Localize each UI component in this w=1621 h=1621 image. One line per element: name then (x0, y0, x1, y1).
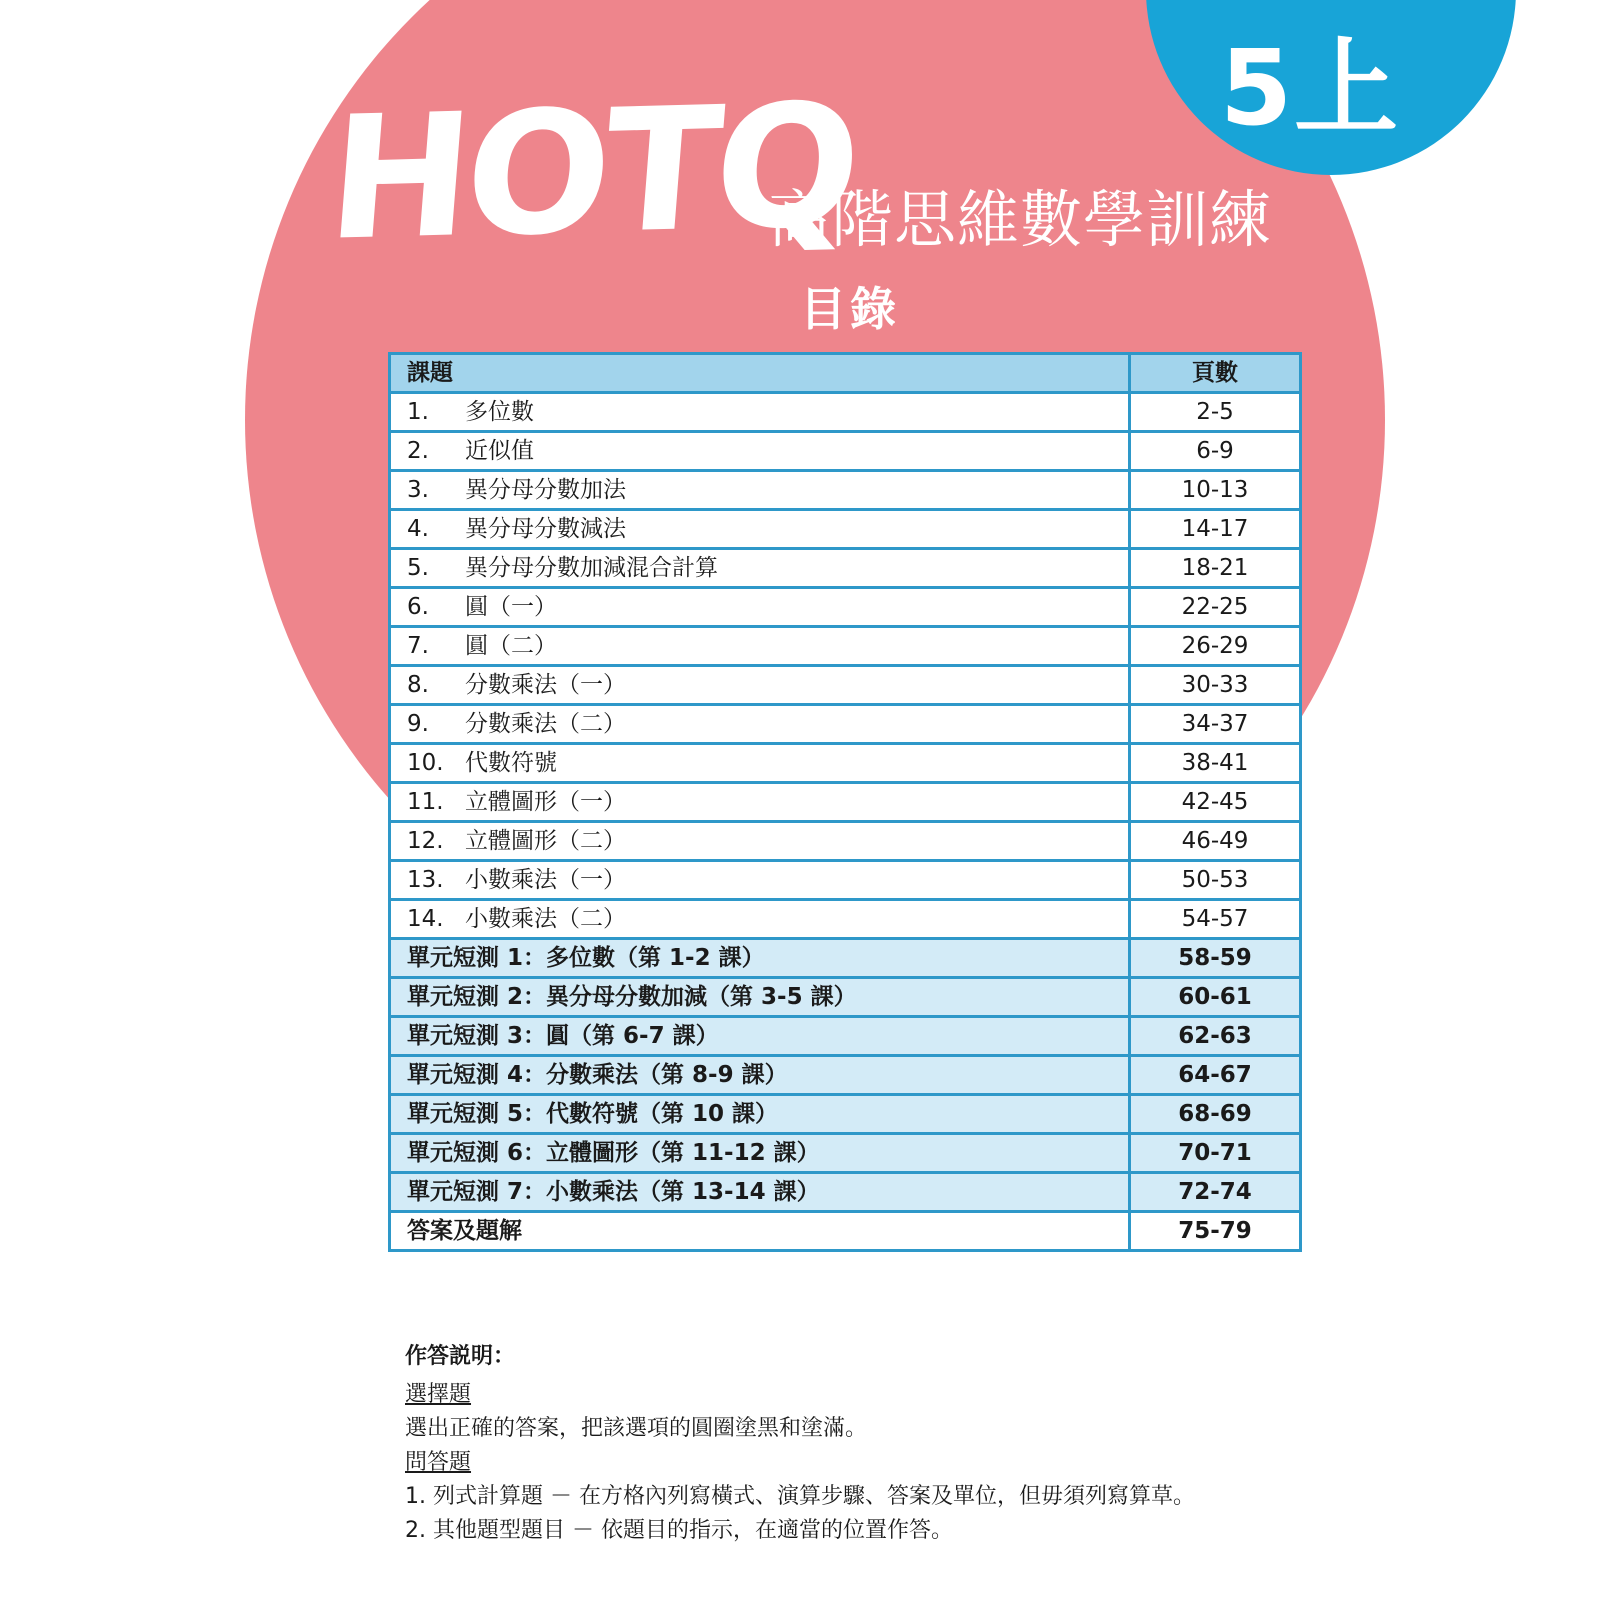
lesson-pages: 54-57 (1130, 900, 1301, 939)
lesson-title: 近似值 (465, 438, 534, 464)
lesson-pages: 22-25 (1130, 588, 1301, 627)
lesson-title: 立體圖形（一） (465, 789, 626, 815)
pages-header: 頁數 (1130, 354, 1301, 393)
lesson-title-cell (390, 510, 1130, 549)
lesson-row (390, 861, 1301, 900)
lesson-pages: 46-49 (1130, 822, 1301, 861)
lesson-pages: 50-53 (1130, 861, 1301, 900)
lesson-number: 10. (407, 750, 444, 776)
unit-test-pages: 58-59 (1130, 939, 1301, 978)
lesson-title-cell (390, 432, 1130, 471)
lesson-pages: 42-45 (1130, 783, 1301, 822)
lesson-title-cell (390, 783, 1130, 822)
lesson-title: 小數乘法（一） (465, 867, 626, 893)
unit-test-title: 單元短測 7：小數乘法（第 13-14 課） (390, 1173, 1130, 1212)
lesson-number: 8. (407, 672, 429, 698)
lesson-row (390, 471, 1301, 510)
lesson-row (390, 549, 1301, 588)
lesson-title: 異分母分數減法 (465, 516, 626, 542)
answer-instructions (405, 1340, 1405, 1548)
lesson-number: 2. (407, 438, 429, 464)
lesson-row (390, 744, 1301, 783)
answers-pages: 75-79 (1130, 1212, 1301, 1251)
unit-test-title: 單元短測 6：立體圖形（第 11-12 課） (390, 1134, 1130, 1173)
question-answer-item-1: 1. 列式計算題 － 在方格內列寫橫式、演算步驟、答案及單位，但毋須列寫算草。 (405, 1484, 1195, 1509)
unit-test-pages: 62-63 (1130, 1017, 1301, 1056)
lesson-title: 異分母分數加減混合計算 (465, 555, 718, 581)
unit-test-row (390, 1173, 1301, 1212)
lesson-row (390, 705, 1301, 744)
lesson-title: 代數符號 (465, 750, 557, 776)
lesson-row (390, 783, 1301, 822)
toc-table (388, 352, 1302, 1252)
lesson-number: 5. (407, 555, 429, 581)
grade-label: 5上 (1219, 27, 1401, 149)
lesson-row (390, 510, 1301, 549)
question-answer-title: 問答題 (405, 1450, 472, 1475)
lesson-title: 圓（二） (465, 633, 557, 659)
lesson-title-cell (390, 471, 1130, 510)
lesson-title-cell (390, 588, 1130, 627)
lesson-pages: 10-13 (1130, 471, 1301, 510)
question-answer-item-2: 2. 其他題型題目 － 依題目的指示，在適當的位置作答。 (405, 1518, 953, 1543)
lesson-title: 異分母分數加法 (465, 477, 626, 503)
multiple-choice-text: 選出正確的答案，把該選項的圓圈塗黑和塗滿。 (405, 1416, 868, 1441)
unit-test-pages: 68-69 (1130, 1095, 1301, 1134)
lesson-title-cell (390, 861, 1130, 900)
book-subtitle: 高階思維數學訓練 (768, 183, 1273, 256)
toc-header-row (390, 354, 1301, 393)
lesson-pages: 2-5 (1130, 393, 1301, 432)
toc-body (390, 393, 1301, 1251)
answers-row (390, 1212, 1301, 1251)
lesson-title: 圓（一） (465, 594, 557, 620)
unit-test-title: 單元短測 1：多位數（第 1-2 課） (390, 939, 1130, 978)
lesson-row (390, 666, 1301, 705)
lesson-title-cell (390, 393, 1130, 432)
lesson-title-cell (390, 549, 1130, 588)
lesson-pages: 30-33 (1130, 666, 1301, 705)
unit-test-pages: 70-71 (1130, 1134, 1301, 1173)
multiple-choice-title: 選擇題 (405, 1382, 472, 1407)
lesson-title: 小數乘法（二） (465, 906, 626, 932)
lesson-title: 分數乘法（二） (465, 711, 626, 737)
unit-test-title: 單元短測 5：代數符號（第 10 課） (390, 1095, 1130, 1134)
hotq-logo: HOTQ (321, 67, 862, 279)
lesson-title: 立體圖形（二） (465, 828, 626, 854)
lesson-title-cell (390, 744, 1130, 783)
lesson-row (390, 627, 1301, 666)
unit-test-title: 單元短測 4：分數乘法（第 8-9 課） (390, 1056, 1130, 1095)
unit-test-title: 單元短測 3：圓（第 6-7 課） (390, 1017, 1130, 1056)
lesson-number: 4. (407, 516, 429, 542)
toc-heading: 目錄 (800, 282, 900, 336)
lesson-number: 11. (407, 789, 444, 815)
lesson-row (390, 900, 1301, 939)
lesson-title-cell (390, 627, 1130, 666)
lesson-title-cell (390, 822, 1130, 861)
lesson-title: 分數乘法（一） (465, 672, 626, 698)
lesson-pages: 26-29 (1130, 627, 1301, 666)
answers-title: 答案及題解 (390, 1212, 1130, 1251)
unit-test-pages: 60-61 (1130, 978, 1301, 1017)
lesson-pages: 34-37 (1130, 705, 1301, 744)
lesson-title-cell (390, 900, 1130, 939)
lesson-number: 7. (407, 633, 429, 659)
unit-test-row (390, 939, 1301, 978)
unit-test-row (390, 978, 1301, 1017)
lesson-pages: 6-9 (1130, 432, 1301, 471)
lesson-row (390, 393, 1301, 432)
lesson-number: 14. (407, 906, 444, 932)
unit-test-row (390, 1017, 1301, 1056)
unit-test-title: 單元短測 2：異分母分數加減（第 3-5 課） (390, 978, 1130, 1017)
instructions-title: 作答説明： (405, 1344, 516, 1369)
lesson-row (390, 822, 1301, 861)
lesson-number: 1. (407, 399, 429, 425)
lesson-number: 6. (407, 594, 429, 620)
unit-test-row (390, 1095, 1301, 1134)
lesson-number: 13. (407, 867, 444, 893)
lesson-title-cell (390, 666, 1130, 705)
lesson-number: 3. (407, 477, 429, 503)
unit-test-row (390, 1134, 1301, 1173)
unit-test-row (390, 1056, 1301, 1095)
lesson-pages: 18-21 (1130, 549, 1301, 588)
lesson-title: 多位數 (465, 399, 534, 425)
topic-header: 課題 (390, 354, 1130, 393)
lesson-pages: 38-41 (1130, 744, 1301, 783)
lesson-number: 9. (407, 711, 429, 737)
lesson-title-cell (390, 705, 1130, 744)
unit-test-pages: 64-67 (1130, 1056, 1301, 1095)
lesson-number: 12. (407, 828, 444, 854)
unit-test-pages: 72-74 (1130, 1173, 1301, 1212)
lesson-row (390, 588, 1301, 627)
lesson-pages: 14-17 (1130, 510, 1301, 549)
lesson-row (390, 432, 1301, 471)
